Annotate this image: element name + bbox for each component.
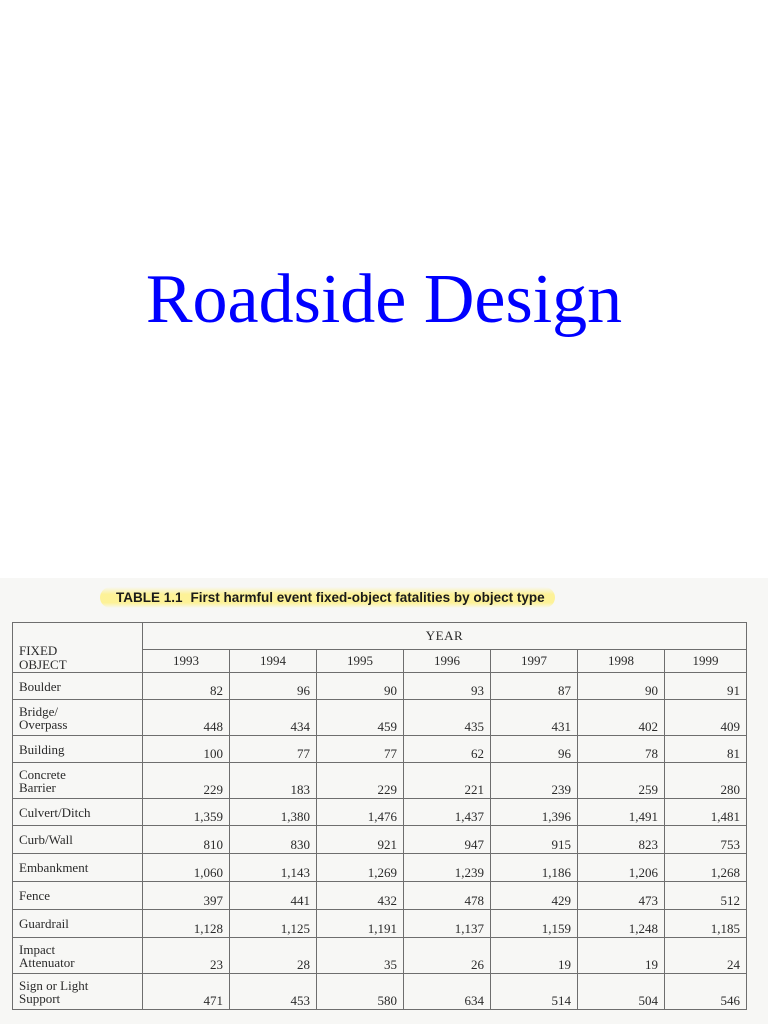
fatality-count-cell: 96: [491, 736, 578, 763]
object-type-label: Concrete: [19, 766, 66, 782]
table-number: TABLE 1.1: [116, 590, 183, 605]
year-column-header: 1994: [230, 650, 317, 673]
fatality-count-cell: 91: [665, 673, 747, 700]
fatality-count-cell: 441: [230, 882, 317, 910]
fatality-count-cell: 23: [143, 938, 230, 974]
object-type-cell: [13, 673, 143, 700]
fatality-count-cell: 514: [491, 974, 578, 1010]
fatality-count-cell: 471: [143, 974, 230, 1010]
object-type-label: Sign or Light: [19, 977, 89, 993]
object-type-cell: [13, 736, 143, 763]
fatality-count-cell: 397: [143, 882, 230, 910]
fatality-count-cell: 19: [491, 938, 578, 974]
object-type-cell: [13, 882, 143, 910]
table-row: [13, 673, 747, 700]
fatality-count-cell: 473: [578, 882, 665, 910]
fatality-count-cell: 1,125: [230, 910, 317, 938]
fatalities-table: [12, 622, 747, 1010]
object-type-label-line2: Overpass: [19, 716, 68, 732]
object-type-label: Impact: [19, 941, 56, 957]
object-type-label: Bridge/: [19, 703, 58, 719]
fatality-count-cell: 823: [578, 826, 665, 854]
fatality-count-cell: 259: [578, 763, 665, 799]
fatality-count-cell: 87: [491, 673, 578, 700]
fatality-count-cell: 810: [143, 826, 230, 854]
fatality-count-cell: 24: [665, 938, 747, 974]
table-row: [13, 700, 747, 736]
fatality-count-cell: 1,437: [404, 799, 491, 826]
fatality-count-cell: 431: [491, 700, 578, 736]
fatality-count-cell: 546: [665, 974, 747, 1010]
table-row: [13, 882, 747, 910]
table-row: [13, 910, 747, 938]
fatality-count-cell: 229: [143, 763, 230, 799]
object-header-line2: OBJECT: [19, 657, 67, 672]
fatality-count-cell: 434: [230, 700, 317, 736]
object-type-label-line2: Attenuator: [19, 954, 75, 970]
fatality-count-cell: 1,268: [665, 854, 747, 882]
object-type-label: Fence: [19, 888, 51, 903]
table-row: [13, 799, 747, 826]
fatality-count-cell: 100: [143, 736, 230, 763]
fatality-count-cell: 512: [665, 882, 747, 910]
year-header: YEAR: [143, 623, 747, 650]
fatality-count-cell: 1,060: [143, 854, 230, 882]
fatality-count-cell: 81: [665, 736, 747, 763]
table-row: [13, 938, 747, 974]
fatality-count-cell: 459: [317, 700, 404, 736]
fatality-count-cell: 1,239: [404, 854, 491, 882]
table-row: [13, 736, 747, 763]
fatality-count-cell: 239: [491, 763, 578, 799]
fatality-count-cell: 478: [404, 882, 491, 910]
fatality-count-cell: 448: [143, 700, 230, 736]
fatality-count-cell: 921: [317, 826, 404, 854]
object-type-cell: [13, 700, 143, 736]
fatality-count-cell: 62: [404, 736, 491, 763]
object-type-label-line2: Support: [19, 990, 61, 1006]
fatality-count-cell: 1,491: [578, 799, 665, 826]
object-type-label: Culvert/Ditch: [19, 804, 91, 820]
fatality-count-cell: 634: [404, 974, 491, 1010]
object-type-label: Guardrail: [19, 916, 69, 931]
table-body: [13, 673, 747, 1010]
fatality-count-cell: 409: [665, 700, 747, 736]
table-caption-text: First harmful event fixed-object fatalities by object type: [190, 590, 545, 605]
fatality-count-cell: 915: [491, 826, 578, 854]
fatality-count-cell: 82: [143, 673, 230, 700]
fatality-count-cell: 1,359: [143, 799, 230, 826]
table-row: [13, 763, 747, 799]
fatality-count-cell: 1,137: [404, 910, 491, 938]
fatality-count-cell: 1,185: [665, 910, 747, 938]
fatality-count-cell: 96: [230, 673, 317, 700]
fatality-count-cell: 221: [404, 763, 491, 799]
fatality-count-cell: 1,128: [143, 910, 230, 938]
object-type-label: Boulder: [19, 678, 61, 694]
fatality-count-cell: 183: [230, 763, 317, 799]
table-caption: [100, 587, 555, 608]
fatality-count-cell: 90: [578, 673, 665, 700]
year-column-header: 1996: [404, 650, 491, 673]
year-column-header: 1999: [665, 650, 747, 673]
fatality-count-cell: 1,396: [491, 799, 578, 826]
fatality-count-cell: 93: [404, 673, 491, 700]
fatality-count-cell: 435: [404, 700, 491, 736]
fatality-count-cell: 28: [230, 938, 317, 974]
object-type-label: Embankment: [19, 860, 89, 875]
fatality-count-cell: 1,186: [491, 854, 578, 882]
year-column-header: 1995: [317, 650, 404, 673]
object-type-cell: [13, 826, 143, 854]
table-row: [13, 974, 747, 1010]
year-column-header: 1997: [491, 650, 578, 673]
object-type-cell: [13, 910, 143, 938]
year-column-header: 1998: [578, 650, 665, 673]
object-type-label-line2: Barrier: [19, 779, 56, 795]
fatality-count-cell: 753: [665, 826, 747, 854]
fatality-count-cell: 432: [317, 882, 404, 910]
object-header-line1: FIXED: [19, 643, 58, 658]
fatality-count-cell: 1,269: [317, 854, 404, 882]
fatality-count-cell: 402: [578, 700, 665, 736]
fatality-count-cell: 1,481: [665, 799, 747, 826]
table-row: [13, 854, 747, 882]
fatality-count-cell: 1,191: [317, 910, 404, 938]
object-type-cell: [13, 854, 143, 882]
fatality-count-cell: 1,143: [230, 854, 317, 882]
fatality-count-cell: 453: [230, 974, 317, 1010]
fatality-count-cell: 1,206: [578, 854, 665, 882]
fatality-count-cell: 77: [317, 736, 404, 763]
fatality-count-cell: 26: [404, 938, 491, 974]
fatality-count-cell: 1,248: [578, 910, 665, 938]
fatality-count-cell: 1,476: [317, 799, 404, 826]
object-column-header: [13, 623, 143, 673]
object-type-cell: [13, 938, 143, 974]
fatality-count-cell: 77: [230, 736, 317, 763]
object-type-cell: [13, 799, 143, 826]
fatality-count-cell: 947: [404, 826, 491, 854]
fatality-count-cell: 1,380: [230, 799, 317, 826]
object-type-label: Building: [19, 741, 65, 757]
object-type-cell: [13, 763, 143, 799]
fatality-count-cell: 229: [317, 763, 404, 799]
fatality-count-cell: 90: [317, 673, 404, 700]
fatality-count-cell: 19: [578, 938, 665, 974]
fatality-count-cell: 504: [578, 974, 665, 1010]
fatality-count-cell: 830: [230, 826, 317, 854]
object-type-cell: [13, 974, 143, 1010]
fatality-count-cell: 280: [665, 763, 747, 799]
scanned-table-image: [0, 578, 768, 1024]
fatality-count-cell: 1,159: [491, 910, 578, 938]
fatality-count-cell: 35: [317, 938, 404, 974]
fatality-count-cell: 78: [578, 736, 665, 763]
object-type-label: Curb/Wall: [19, 832, 73, 847]
fatality-count-cell: 580: [317, 974, 404, 1010]
year-column-header: 1993: [143, 650, 230, 673]
slide-title: Roadside Design: [145, 261, 623, 338]
table-row: [13, 826, 747, 854]
fatality-count-cell: 429: [491, 882, 578, 910]
